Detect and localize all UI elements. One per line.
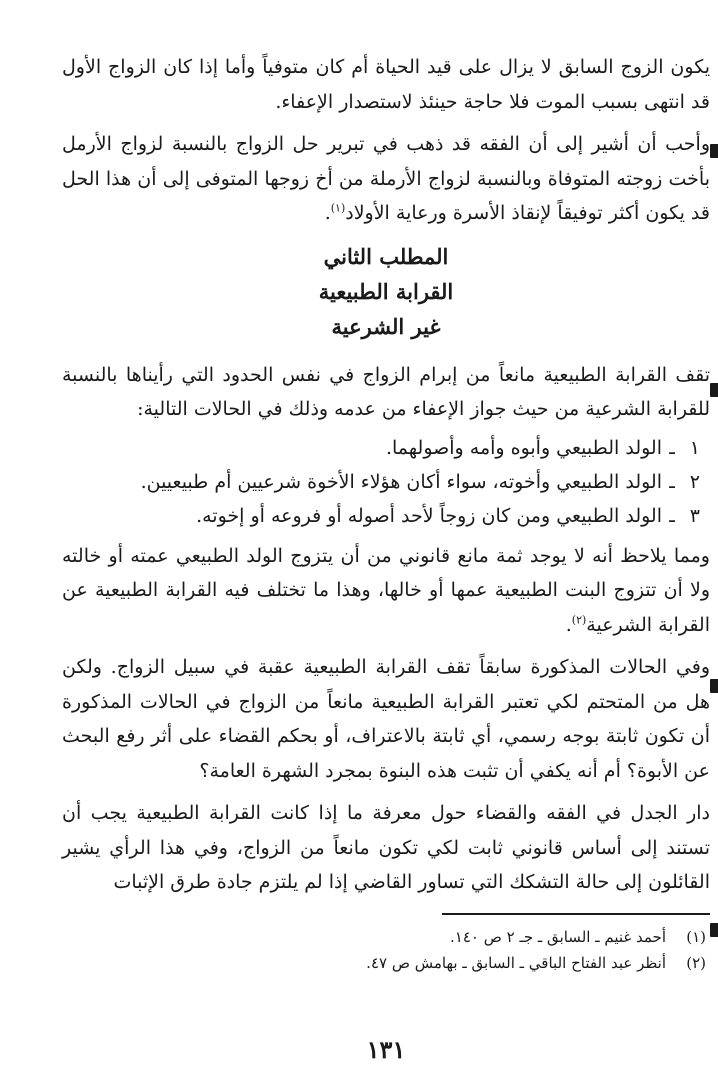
list-item-dash: ـ [669, 470, 675, 493]
footnote-item [76, 950, 706, 976]
list-item-dash: ـ [669, 436, 675, 459]
list-item-number: ٢ [689, 470, 700, 493]
paragraph-6: دار الجدل في الفقه والقضاء حول معرفة ما إذا كانت القرابة الطبيعية يجب أن تستند إلى أساس قانوني ثابت لكي تكون مانعاً من الزواج، وفي هذا الرأي يشير القائلون إلى حالة التشكك التي تساور القاضي إذا لم يلتزم جادة طرق الإثبات [62, 802, 710, 893]
list-item-dash: ـ [669, 504, 675, 527]
paragraph-1: يكون الزوج السابق لا يزال على قيد الحياة أم كان متوفياً وأما إذا كان الزواج الأول قد انتهى بسبب الموت فلا حاجة حينئذ لاستصدار الإعفاء. [62, 56, 710, 113]
heading-line-3: غير الشرعية [331, 313, 441, 339]
paragraph-4-text: ومما يلاحظ أنه لا يوجد ثمة مانع قانوني من أن يتزوج الولد الطبيعي عمته أو خالته ولا أن تتزوج البنت الطبيعية عمها أو خالها، وهذا ما تختلف فيه القرابة الطبيعية عن القرابة الشرعية [62, 544, 710, 636]
footnotes [76, 924, 706, 976]
footnote-separator [442, 913, 710, 915]
paragraph-2-end: . [324, 202, 331, 224]
footnote-number: (١) [686, 928, 706, 946]
list-item [62, 499, 710, 533]
heading-line-1: المطلب الثاني [323, 243, 449, 269]
page-number: ١٣١ [366, 1035, 406, 1064]
list-item [62, 465, 710, 499]
footnote-ref-1: (١) [330, 201, 346, 215]
list-item-number: ١ [689, 436, 700, 459]
margin-mark [710, 923, 718, 937]
conditions-list [62, 431, 710, 533]
margin-mark [710, 679, 718, 693]
list-item-number: ٣ [689, 504, 700, 527]
paragraph-2-text: وأحب أن أشير إلى أن الفقه قد ذهب في تبرير حل الزواج بالنسبة لزواج الأرمل بأخت زوجته المتوفاة وبالنسبة لزواج الأرملة من أخ زوجها المتوفى إلى أن هذا الحل قد يكون أكثر توفيقاً لإنقاذ الأسرة ورعاية الأولاد [62, 133, 710, 224]
footnote-text: أنظر عبد الفتاح الباقي ـ السابق ـ بهامش ص ٤٧. [366, 954, 666, 972]
paragraph-2 [62, 127, 710, 231]
paragraph-4 [62, 539, 710, 643]
margin-mark [710, 144, 718, 158]
section-heading [62, 239, 710, 344]
footnote-text: أحمد غنيم ـ السابق ـ جـ ٢ ص ١٤٠. [450, 928, 666, 946]
footnote-item [76, 924, 706, 950]
margin-mark [710, 383, 718, 397]
heading-line-2: القرابة الطبيعية [318, 278, 454, 304]
list-item-text: الولد الطبيعي وأخوته، سواء أكان هؤلاء الأخوة شرعيين أم طبيعيين. [140, 470, 662, 493]
footnote-ref-2: (٢) [571, 613, 587, 627]
paragraph-3: تقف القرابة الطبيعية مانعاً من إبرام الزواج في نفس الحدود التي رأيناها بالنسبة للقرابة الشرعية من حيث جواز الإعفاء من عدمه وذلك في الحالات التالية: [62, 363, 710, 420]
paragraph-4-end: . [565, 613, 572, 636]
list-item-text: الولد الطبيعي ومن كان زوجاً لأحد أصوله أو فروعه أو إخوته. [196, 504, 662, 527]
document-page [62, 50, 710, 1064]
list-item [62, 431, 710, 465]
footnote-number: (٢) [686, 954, 706, 972]
list-item-text: الولد الطبيعي وأبوه وأمه وأصولهما. [385, 436, 662, 459]
paragraph-5: وفي الحالات المذكورة سابقاً تقف القرابة الطبيعية عقبة في سبيل الزواج. ولكن هل من المتحتم لكي تعتبر القرابة الطبيعية مانعاً من الزواج في الحالات المذكورة أن تكون ثابتة بوجه رسمي، أي ثابتة بالاعتراف، أو بحكم القضاء على أثر رفع البحث عن الأبوة؟ أم أنه يكفي أن تثبت هذه البنوة بمجرد الشهرة العامة؟ [62, 656, 710, 782]
